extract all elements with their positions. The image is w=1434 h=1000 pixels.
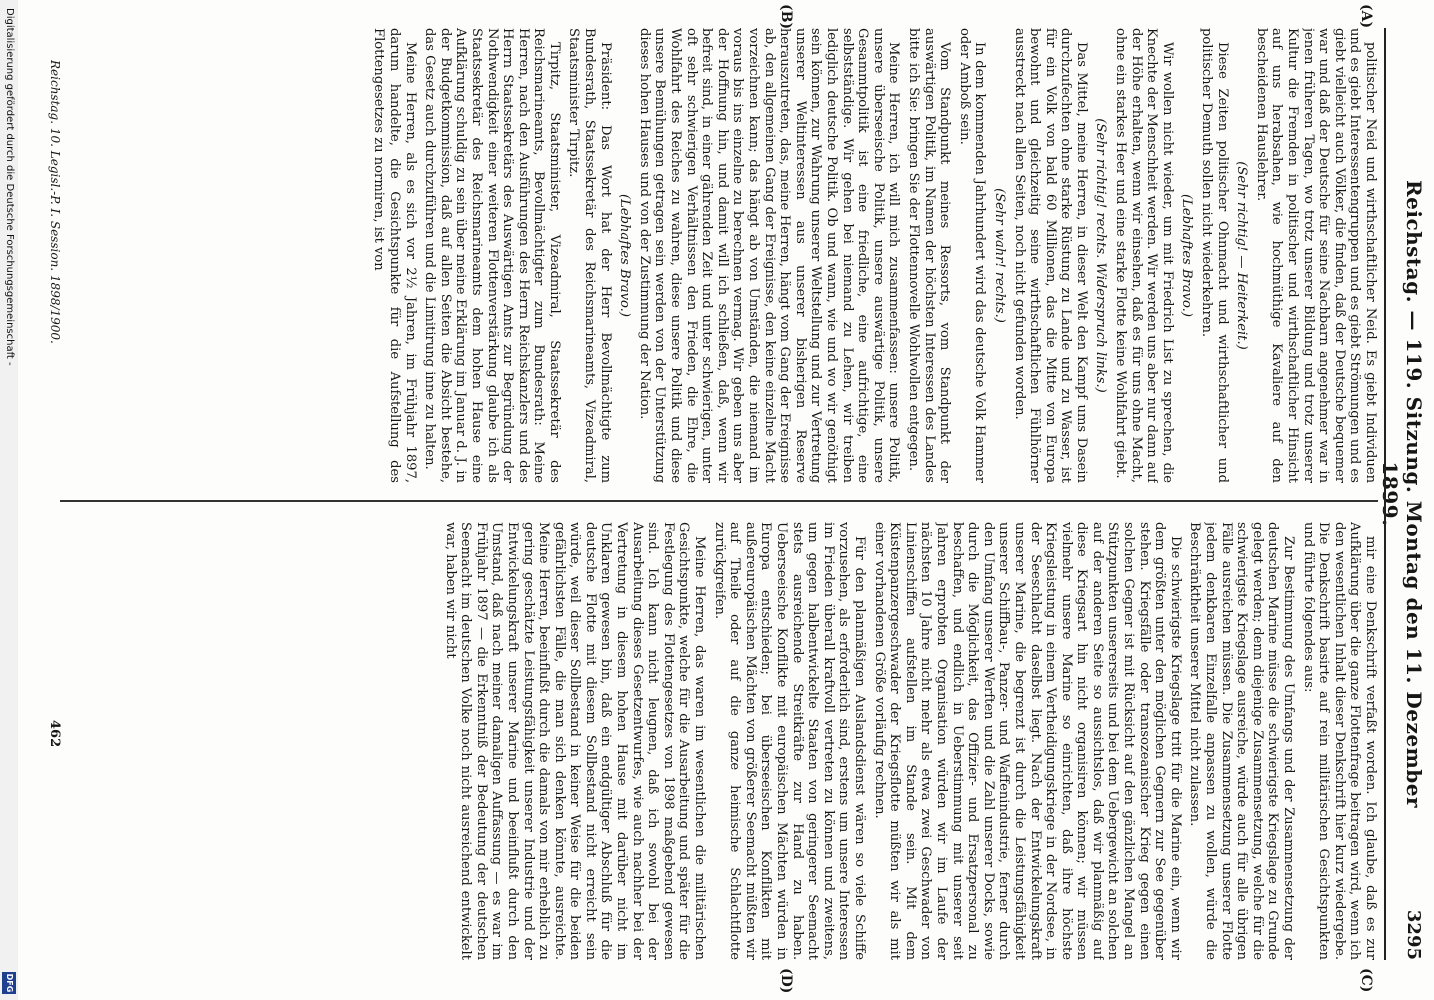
- paragraph: Diese Zeiten politischer Ohnmacht und wirthschaftlicher und politischer Demuth sollen nicht wiederkehren.: [1199, 28, 1230, 483]
- digitization-credit-strip: [0, 0, 18, 1000]
- paragraph: Die schwierigste Kriegslage tritt für die Marine ein, wenn wir dem größten unter den möglichen Gegnern zur See gegenüber stehen. Kriegsfälle oder transozeanischer Krieg gegen einen solchen Gegner ist mit Rücksicht auf den gänzlichen Mangel an Stützpunkten unsererseits und bei dem Uebergewicht an solchen auf der anderen Seite so aussichtslos, daß wir planmäßig auf diese Kriegsart hin nicht organisiren können; wir müssen vielmehr unsere Marine so einrichten, daß ihre höchste Kriegsleistung in einem Vertheidigungskriege in der Nordsee, in der Seeschlacht daselbst liegt. Nach der Entwickelungskraft unserer Marine, die begrenzt ist durch die Leistungsfähigkeit unserer Schiffbau-, Panzer- und Waffenindustrie, ferner durch den Umfang unserer Werften und die Zahl unserer Docks, sowie durch die Möglichkeit, das Offizier- und Ersatzpersonal zu beschaffen, und endlich in Ueberstimmung mit unserer seit Jahren erprobten Organisation würden wir im Laufe der nächsten 10 Jahre nicht mehr als etwa zwei Geschwader von Linienschiffen aufstellen im Stande sein. Mit dem Küstenpanzergeschwader der Kriegsflotte müßten wir als mit einer vorhandenen Größe vorläufig rechnen.: [871, 522, 1183, 960]
- page-header: [1378, 28, 1426, 960]
- paragraph: Vom Standpunkt meines Ressorts, vom Standpunkt der auswärtigen Politik, im Namen der höchsten Interessen des Landes bitte ich Sie: bringen Sie der Flottennovelle Wohlwollen entgegen.: [905, 28, 953, 483]
- paragraph: mir eine Denkschrift verfaßt worden. Ich glaube, daß es zur Aufklärung über die ganze Flottenfrage beitragen wird, wenn ich den wesentlichen Inhalt dieser Denkschrift hier kurz wiedergebe. Die Denkschrift basirte auf rein militärischen Gesichtspunkten und führte folgendes aus:: [1300, 522, 1378, 960]
- paragraph: Präsident: Das Wort hat der Herr Bevollmächtigte zum Bundesrath, Staatssekretär des Reichsmarineamts, Vizeadmiral, Staatsminister Tirpitz.: [566, 28, 613, 483]
- paragraph: Meine Herren, als es sich vor 2½ Jahren, im Frühjahr 1897, darum handelte, die Gesichtspunkte für die Aufstellung des Flottengesetzes zu normiren, ist von: [371, 28, 418, 483]
- interjection: (Lebhaftes Bravo.): [1179, 194, 1195, 317]
- margin-marker-a: (A): [1358, 4, 1374, 29]
- paragraph: Meine Herren, das waren im wesentlichen die militärischen Gesichtspunkte, welche für die Ausarbeitung und später für die Festlegung des Flottengesetzes von 1898 maßgebend gewesen sind. Ich kann nicht leugnen, daß ich sowohl bei der Ausarbeitung dieses Gesetzentwurfes, wie auch nachher bei der Vertretung in diesem hohen Hause mit darüber nicht im Unklaren gewesen bin, daß ein endgültiger Abschluß für die deutsche Flotte mit diesem Sollbestand nicht erreicht sein würde, weil dieser Sollbestand in keiner Weise für die beiden gefährlichsten Fälle, die man sich denken könnte, ausreichte. Meine Herren, beeinflußt durch die damals von mir erheblich zu gering geschätzte Leistungsfähigkeit unserer Industrie und der Entwickelungskraft unserer Marine und beeinflußt durch den Umstand, daß nach meiner damaligen Auffassung — es war im Frühjahr 1897 — die Erkenntniß der Bedeutung der deutschen Seemacht im deutschen Volke noch nicht ausreichend entwickelt war, haben wir nicht: [442, 522, 708, 960]
- right-column: [70, 522, 1378, 960]
- paragraph: politischer Neid und wirthschaftlicher Neid. Es giebt Individuen und es giebt Interessentengruppen und es giebt Strömungen und es giebt vielleicht auch Völker, die finden, daß der Deutsche bequemer war und daß der Deutsche für seine Nachbarn angenehmer war in jenen früheren Tagen, wo trotz unserer Bildung und trotz unserer Kultur die Fremden in politischer und wirthschaftlicher Hinsicht auf uns herabsahen, wie hochmüthige Kavaliere auf den bescheidenen Hauslehrer.: [1253, 28, 1378, 483]
- paragraph: Wir wollen nicht wieder, um mit Friedrich List zu sprechen, die Knechte der Menschheit werden. Wir werden uns aber nur dann auf der Höhe erhalten, wenn wir einsehen, daß es für uns ohne Macht, ohne ein starkes Heer und eine starke Flotte keine Wohlfahrt giebt.: [1113, 28, 1175, 483]
- running-title: Reichstag. — 119. Sitzung. Montag den 11. Dezember 1899.: [1378, 180, 1426, 808]
- paragraph: In dem kommenden Jahrhundert wird das deutsche Volk Hammer oder Amboß sein.: [956, 28, 988, 483]
- paragraph: Das Mittel, meine Herren, in dieser Welt den Kampf ums Dasein durchzufechten ohne starke Rüstung zu Lande und zu Wasser, ist für ein Volk von bald 60 Millionen, das die Mitte von Europa bewohnt und gleichzeitig seine wirthschaftlichen Fühlhörner ausstreckt nach allen Seiten, noch nicht gefunden worden.: [1011, 28, 1089, 483]
- header-rule: [1384, 28, 1386, 960]
- paragraph: Zur Bestimmung des Umfangs und der Zusammensetzung der deutschen Marine müsse die schwierigste Kriegslage zu Grunde gelegt werden; denn diejenige Zusammensetzung, welche für die schwierigste Kriegslage ausreiche, würde auch für alle übrigen Fälle ausreichen müssen. Die Zusammensetzung unserer Flotte jedem denkbaren Einzelfalle anpassen zu wollen, würde die Beschränktheit unserer Mittel nicht zulassen.: [1187, 522, 1297, 960]
- column-divider: [60, 500, 1378, 502]
- page-number-top: 3295: [1403, 909, 1424, 960]
- interjection: (Sehr wahr! rechts.): [991, 188, 1007, 323]
- interjection: (Sehr richtig! rechts. Widerspruch links.): [1093, 118, 1109, 393]
- digitization-credit: Digitalisierung gefördert durch die Deutsche Forschungsgemeinschaft -: [4, 8, 15, 366]
- interjection: (Lebhaftes Bravo.): [617, 194, 633, 317]
- margin-marker-c: (C): [1358, 968, 1374, 993]
- source-citation: Reichstag. 10. Legisl.-P. I. Session. 1898/1900.: [48, 60, 62, 344]
- paragraph: Meine Herren, ich will mich zusammenfassen: unsere Politik, unsere überseeische Politik, unsere auswärtige Politik, unsere Gesammtpolitik ist eine friedliche, eine aufrichtige, eine selbstständige. Wir gehen bei niemand zu Lehen, wir treiben lediglich deutsche Politik. Ob und wann, wie und wo wir genöthigt sein können, zur Wahrung unserer Weltstellung und zur Vertretung unserer Weltinteressen aus unserer bisherigen Reserve herauszutreten, das, meine Herren, hängt vom Gang der Ereignisse ab, den allgemeinen Gang der Ereignisse, den keine einzelne Macht vorzeichnen kann; das hängt ab von Umständen, die niemand im voraus bis ins einzelne zu berechnen vermag. Wir geben uns aber der Hoffnung hin, und damit will ich schließen, daß, wenn wir befreit sind, in einer gährenden Zeit und unter schwierigen, unter oft sehr schwierigen Verhältnissen den Frieden, die Ehre, die Wohlfahrt des Reiches zu wahren, diese unsere Politik und diese unsere Bemühungen getragen sein werden von der Unterstützung dieses hohen Hauses und von der Zustimmung der Nation.: [636, 28, 902, 483]
- page-number-bottom: 462: [47, 720, 62, 748]
- dfg-logo: DFG: [2, 972, 16, 994]
- interjection: (Sehr richtig! — Heiterkeit.): [1234, 161, 1250, 350]
- paragraph: Tirpitz, Staatsminister, Vizeadmiral, Staatssekretär des Reichsmarineamts, Bevollmächtigter zum Bundesrath: Meine Herren, nach den Ausführungen des Herrn Reichskanzlers und des Herrn Staatssekretärs des Auswärtigen Amts zur Begründung der Nothwendigkeit einer weiteren Flottenverstärkung glaube ich als Staatssekretär des Reichsmarineamts dem hohen Hause eine Aufklärung schuldig zu sein über meine Erklärung im Januar d. J. in der Budgetkommission, daß auf allen Seiten die Absicht bestehe, das Gesetz auch durchzuführen und die Limitirung inne zu halten.: [422, 28, 562, 483]
- margin-marker-d: (D): [778, 968, 794, 994]
- left-column: [70, 28, 1378, 483]
- margin-marker-b: (B): [778, 4, 794, 30]
- paragraph: Für den planmäßigen Auslandsdienst wären so viele Schiffe vorzusehen, als erforderlich sind, erstens um unsere Interessen im Frieden überall kraftvoll vertreten zu können und zweitens, um gegen halbentwickelte Staaten von geringerer Seemacht stets ausreichende Streitkräfte zur Hand zu haben. Ueberseeische Konflikte mit europäischen Mächten würden in Europa entschieden; bei überseeischen Konflikten mit außereuropäischen Mächten von größerer Seemacht müßten wir auf Theile oder auf die ganze heimische Schlachtflotte zurückgreifen.: [711, 522, 867, 960]
